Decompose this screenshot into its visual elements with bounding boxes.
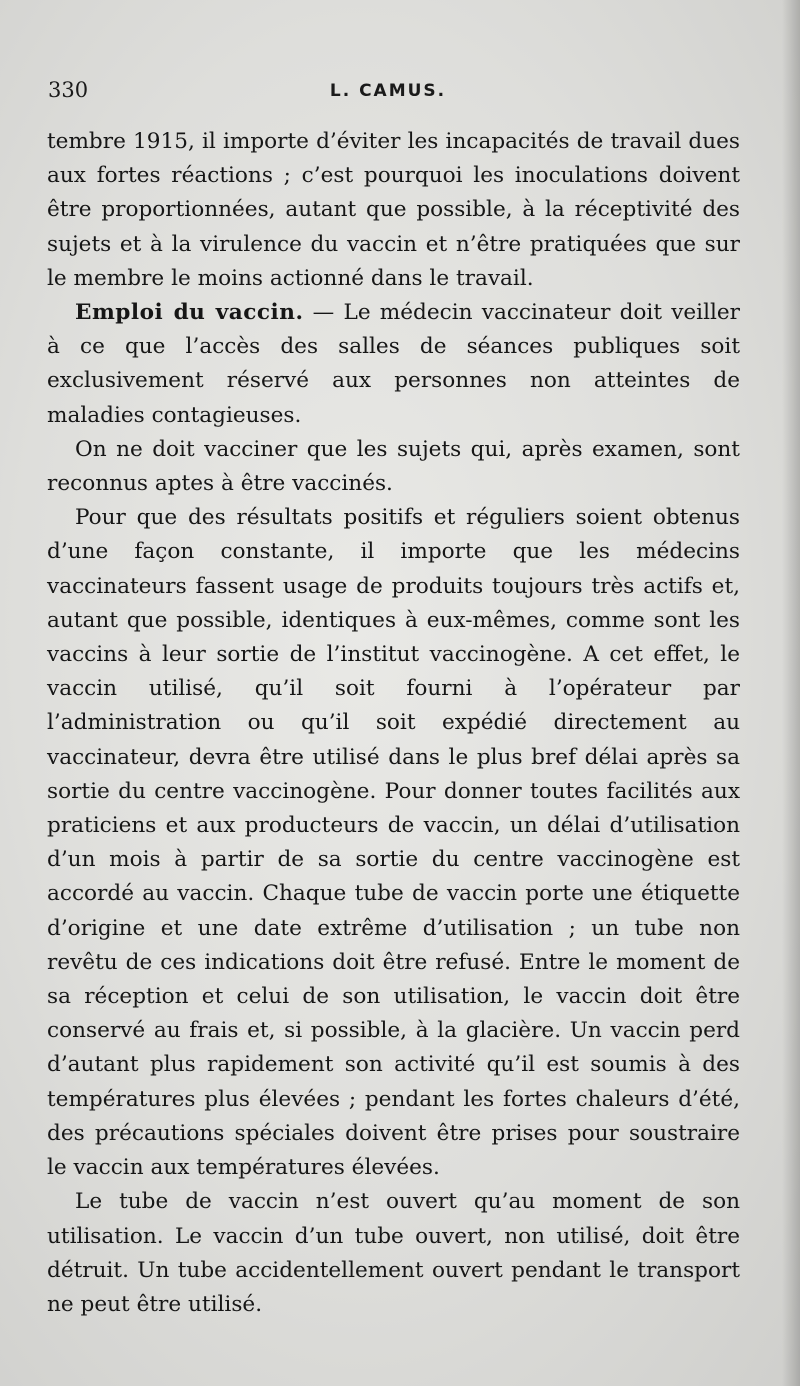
running-title: L. CAMUS. bbox=[329, 81, 447, 101]
running-head bbox=[48, 78, 758, 112]
paragraph-resultats: Pour que des résultats positifs et réguliers soient obtenus d’une façon constante, il importe que les médecins vaccinateurs fassent usage de produits toujours très actifs et, autant que possible, identiques à eux-mêmes, comme sont les vaccins à leur sortie de l’institut vaccinogène. A cet effet, le vaccin utilisé, qu’il soit fourni à l’opérateur par l’administration ou qu’il soit expédié directement au vaccinateur, devra être utilisé dans le plus bref délai après sa sortie du centre vaccinogène. Pour donner toutes facilités aux praticiens et aux producteurs de vaccin, un délai d’utilisation d’un mois à partir de sa sortie du centre vaccinogène est accordé au vaccin. Chaque tube de vaccin porte une étiquette d’origine et une date extrême d’utilisation ; un tube non revêtu de ces indications doit être refusé. Entre le moment de sa réception et celui de son utilisation, le vaccin doit être conservé au frais et, si possible, à la glacière. Un vaccin perd d’autant plus rapidement son activité qu’il est soumis à des températures plus élevées ; pendant les fortes chaleurs d’été, des précautions spéciales doivent être prises pour soustraire le vaccin aux températures élevées. bbox=[47, 505, 740, 1181]
body-text bbox=[47, 125, 740, 1322]
paragraph-emploi-du-vaccin bbox=[47, 296, 740, 433]
section-heading: Emploi du vaccin. bbox=[75, 300, 304, 326]
paragraph-tube: Le tube de vaccin n’est ouvert qu’au moment de son utilisation. Le vaccin d’un tube ouvert, non utilisé, doit être détruit. Un tube accidentellement ouvert pendant le transport ne peut être utilisé. bbox=[47, 1189, 740, 1317]
paragraph-continuation: tembre 1915, il importe d’éviter les incapacités de travail dues aux fortes réactions ; c’est pourquoi les inoculations doivent être proportionnées, autant que possible, à la réceptivité des sujets et à la virulence du vaccin et n’être pratiquées que sur le membre le moins actionné dans le travail. bbox=[47, 129, 740, 291]
page-number: 330 bbox=[48, 78, 89, 102]
paragraph-examen: On ne doit vacciner que les sujets qui, après examen, sont reconnus aptes à être vaccinés. bbox=[47, 436, 740, 497]
section-body: — Le médecin vaccinateur doit veiller à ce que l’accès des salles de séances publiques soit exclusivement réservé aux personnes non atteintes de maladies contagieuses. bbox=[47, 300, 740, 428]
